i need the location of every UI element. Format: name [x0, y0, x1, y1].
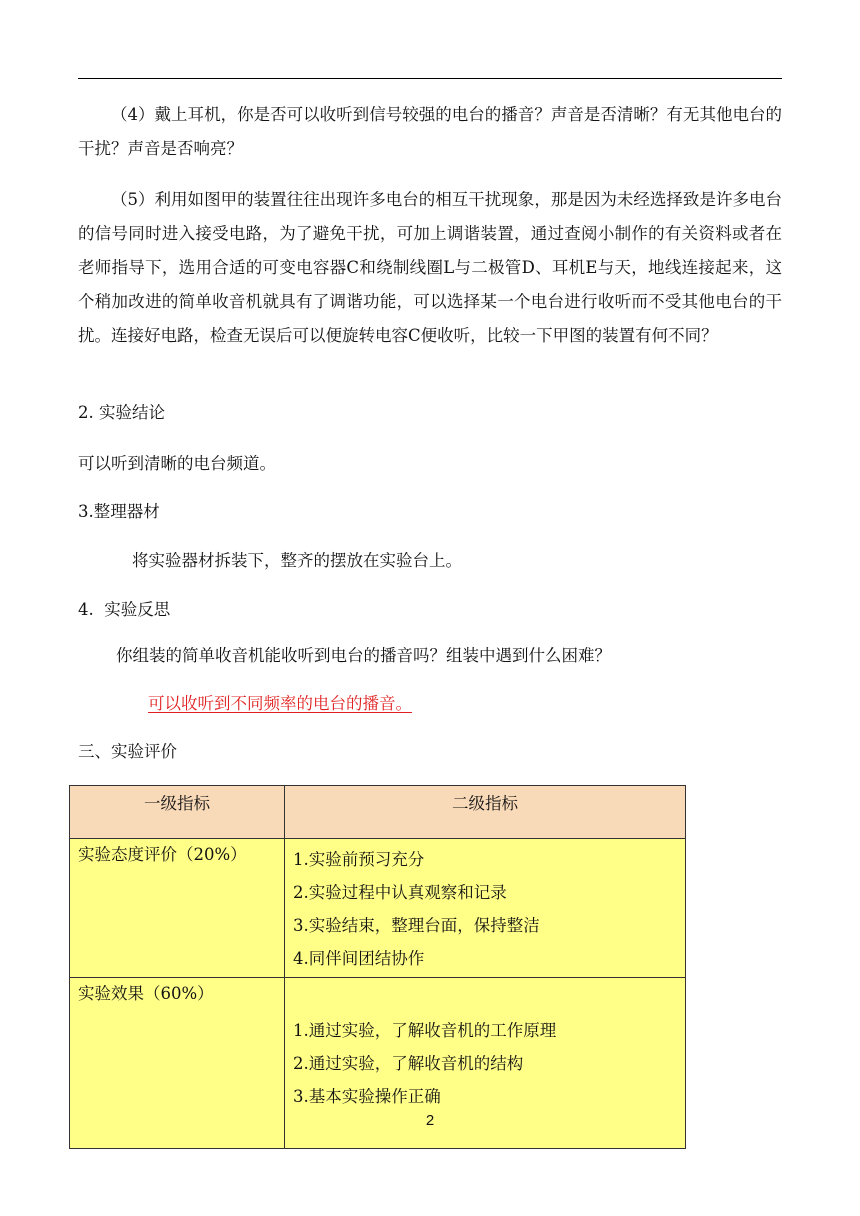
list-item: 3.基本实验操作正确: [293, 1087, 441, 1106]
level1-attitude: 实验态度评价（20%）: [70, 839, 285, 978]
paragraph-step-4: （4）戴上耳机，你是否可以收听到信号较强的电台的播音？声音是否清晰？有无其他电台的干扰？声音是否响亮？: [78, 105, 782, 158]
equipment-text: 将实验器材拆装下，整齐的摆放在实验台上。: [132, 551, 462, 570]
reflection-answer: 可以收听到不同频率的电台的播音。: [148, 694, 412, 713]
header-rule: [78, 78, 782, 79]
page-number: 2: [425, 1112, 435, 1129]
header-level2: 二级指标: [285, 786, 686, 839]
section-heading-equipment: 3.整理器材: [78, 502, 160, 521]
section-heading-conclusion: 2. 实验结论: [78, 403, 165, 422]
list-item: 2.实验过程中认真观察和记录: [293, 883, 507, 902]
conclusion-text: 可以听到清晰的电台频道。: [78, 454, 276, 473]
list-item: 2.通过实验，了解收音机的结构: [293, 1054, 524, 1073]
list-item: 1.实验前预习充分: [293, 850, 425, 869]
level2-attitude-list: [285, 839, 686, 978]
section-heading-evaluation: 三、实验评价: [78, 742, 177, 761]
reflection-question: 你组装的简单收音机能收听到电台的播音吗？组装中遇到什么困难？: [116, 646, 611, 665]
evaluation-table: [69, 785, 686, 1149]
paragraph-step-5: （5）利用如图甲的装置往往出现许多电台的相互干扰现象，那是因为未经选择致是许多电台的信号同时进入接受电路，为了避免干扰，可加上调谐装置，通过查阅小制作的有关资料或者在老师指导下，选用合适的可变电容器C和绕制线圈L与二极管D、耳机E与天，地线连接起来，这个稍加改进的简单收音机就具有了调谐功能，可以选择某一个电台进行收听而不受其他电台的干扰。连接好电路，检查无误后可以便旋转电容C便收听，比较一下甲图的装置有何不同？: [78, 190, 782, 345]
list-item: 4.同伴间团结协作: [293, 949, 425, 968]
list-item: 1.通过实验，了解收音机的工作原理: [293, 1021, 557, 1040]
level1-effect: 实验效果（60%）: [70, 978, 285, 1149]
table-header-row: [70, 786, 686, 839]
section-heading-reflection: 4. 实验反思: [78, 600, 171, 619]
list-item: 3.实验结束，整理台面，保持整洁: [293, 916, 540, 935]
header-level1: 一级指标: [70, 786, 285, 839]
table-row: [70, 839, 686, 978]
